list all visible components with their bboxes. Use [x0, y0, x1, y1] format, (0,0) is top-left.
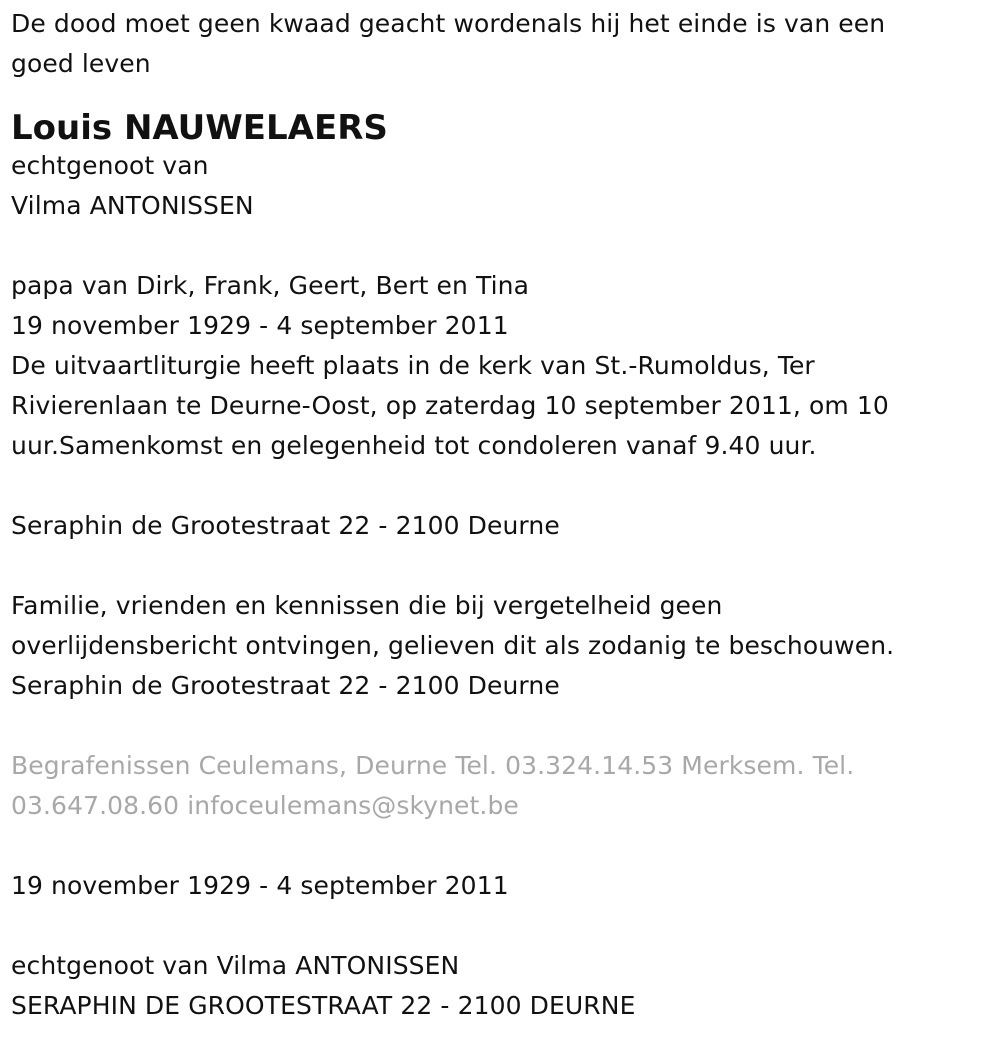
summary-spouse: echtgenoot van Vilma ANTONISSEN: [11, 951, 460, 980]
undertaker-block: [11, 746, 1000, 826]
spacer: [11, 226, 1000, 266]
spacer: [11, 706, 1000, 746]
address-line: Seraphin de Grootestraat 22 - 2100 Deurne: [11, 511, 560, 540]
funeral-line-1: De uitvaartliturgie heeft plaats in de kerk van St.-Rumoldus, Ter: [11, 351, 815, 380]
notice-line-2: overlijdensbericht ontvingen, gelieven dit als zodanig te beschouwen.: [11, 631, 895, 660]
summary-block: [11, 946, 1000, 1026]
quote-line-2: goed leven: [11, 49, 151, 78]
spacer: [11, 906, 1000, 946]
details-block: [11, 266, 1000, 466]
notice-address: Seraphin de Grootestraat 22 - 2100 Deurne: [11, 671, 560, 700]
children-line: papa van Dirk, Frank, Geert, Bert en Tina: [11, 271, 530, 300]
quote-line-1: De dood moet geen kwaad geacht wordenals hij het einde is van een: [11, 9, 886, 38]
spacer: [11, 826, 1000, 866]
deceased-name: Louis NAUWELAERS: [11, 108, 388, 148]
summary-address: SERAPHIN DE GROOTESTRAAT 22 - 2100 DEURNE: [11, 991, 636, 1020]
funeral-line-2: Rivierenlaan te Deurne-Oost, op zaterdag 10 september 2011, om 10: [11, 391, 889, 420]
spouse-name: Vilma ANTONISSEN: [11, 191, 254, 220]
spouse-label: echtgenoot van: [11, 151, 209, 180]
undertaker-line-2: 03.647.08.60 infoceulemans@skynet.be: [11, 791, 519, 820]
quote-block: [11, 4, 1000, 84]
life-dates: 19 november 1929 - 4 september 2011: [11, 311, 509, 340]
summary-dates: 19 november 1929 - 4 september 2011: [11, 871, 509, 900]
funeral-line-3: uur.Samenkomst en gelegenheid tot condoleren vanaf 9.40 uur.: [11, 431, 817, 460]
undertaker-line-1: Begrafenissen Ceulemans, Deurne Tel. 03.324.14.53 Merksem. Tel.: [11, 751, 855, 780]
spacer: [11, 466, 1000, 506]
notice-line-1: Familie, vrienden en kennissen die bij vergetelheid geen: [11, 591, 723, 620]
spacer: [11, 546, 1000, 586]
notice-block: [11, 586, 1000, 706]
deceased-block: [11, 104, 1000, 226]
